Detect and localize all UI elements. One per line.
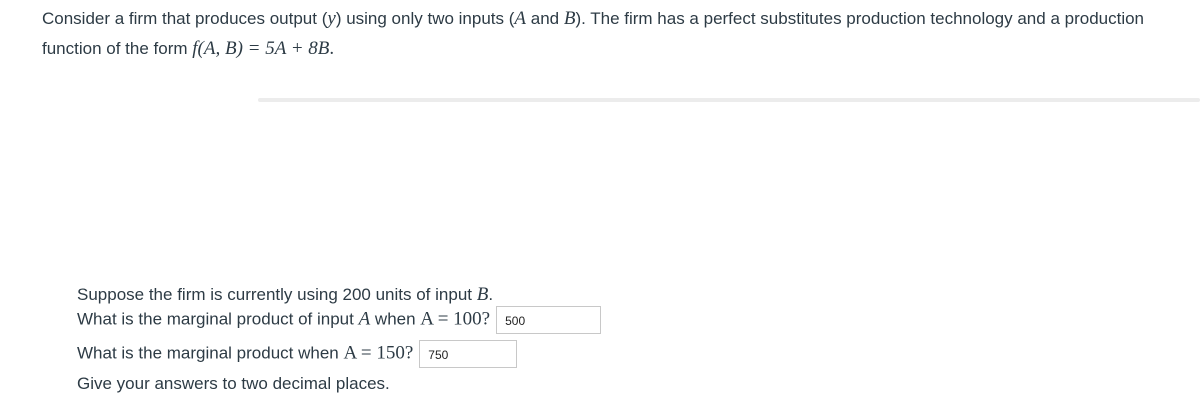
- problem-line-2: [42, 34, 1162, 64]
- question-math: A = 100?: [420, 308, 491, 330]
- var-a: A: [514, 8, 527, 29]
- question-text: when: [370, 309, 421, 329]
- var-b: B: [563, 8, 576, 29]
- function-symbol: f: [192, 38, 198, 59]
- question-2: [77, 340, 517, 368]
- function-body: = 5A + 8B: [242, 38, 330, 59]
- question-text: What is the marginal product when: [77, 343, 344, 363]
- answer-field-1[interactable]: 500: [496, 306, 601, 334]
- question-1: [77, 306, 601, 334]
- instruction-text: Give your answers to two decimal places.: [77, 374, 390, 393]
- context-text: Suppose the firm is currently using 200 units of input: [77, 285, 477, 304]
- answer-field-2[interactable]: 750: [419, 340, 517, 368]
- intro-text: ) using only two inputs (: [335, 9, 515, 28]
- question-text: What is the marginal product of input: [77, 309, 359, 329]
- divider: [258, 98, 1200, 102]
- intro-text: function of the form: [42, 39, 193, 58]
- production-function: [192, 38, 334, 59]
- intro-text: and: [526, 9, 564, 28]
- problem-line-1: [42, 4, 1162, 34]
- function-period: .: [329, 38, 335, 59]
- var-b: B: [476, 284, 489, 305]
- var-a: A: [358, 308, 371, 330]
- function-args: (A, B): [197, 38, 243, 59]
- question-math: A = 150?: [343, 342, 414, 364]
- question-context: [77, 284, 493, 306]
- context-period: .: [488, 285, 494, 304]
- instructions: [77, 374, 390, 394]
- problem-statement: [42, 4, 1162, 64]
- intro-text: Consider a firm that produces output (: [42, 9, 328, 28]
- intro-text: ). The firm has a perfect substitutes production technology and a production: [575, 9, 1145, 28]
- var-y: y: [327, 8, 336, 29]
